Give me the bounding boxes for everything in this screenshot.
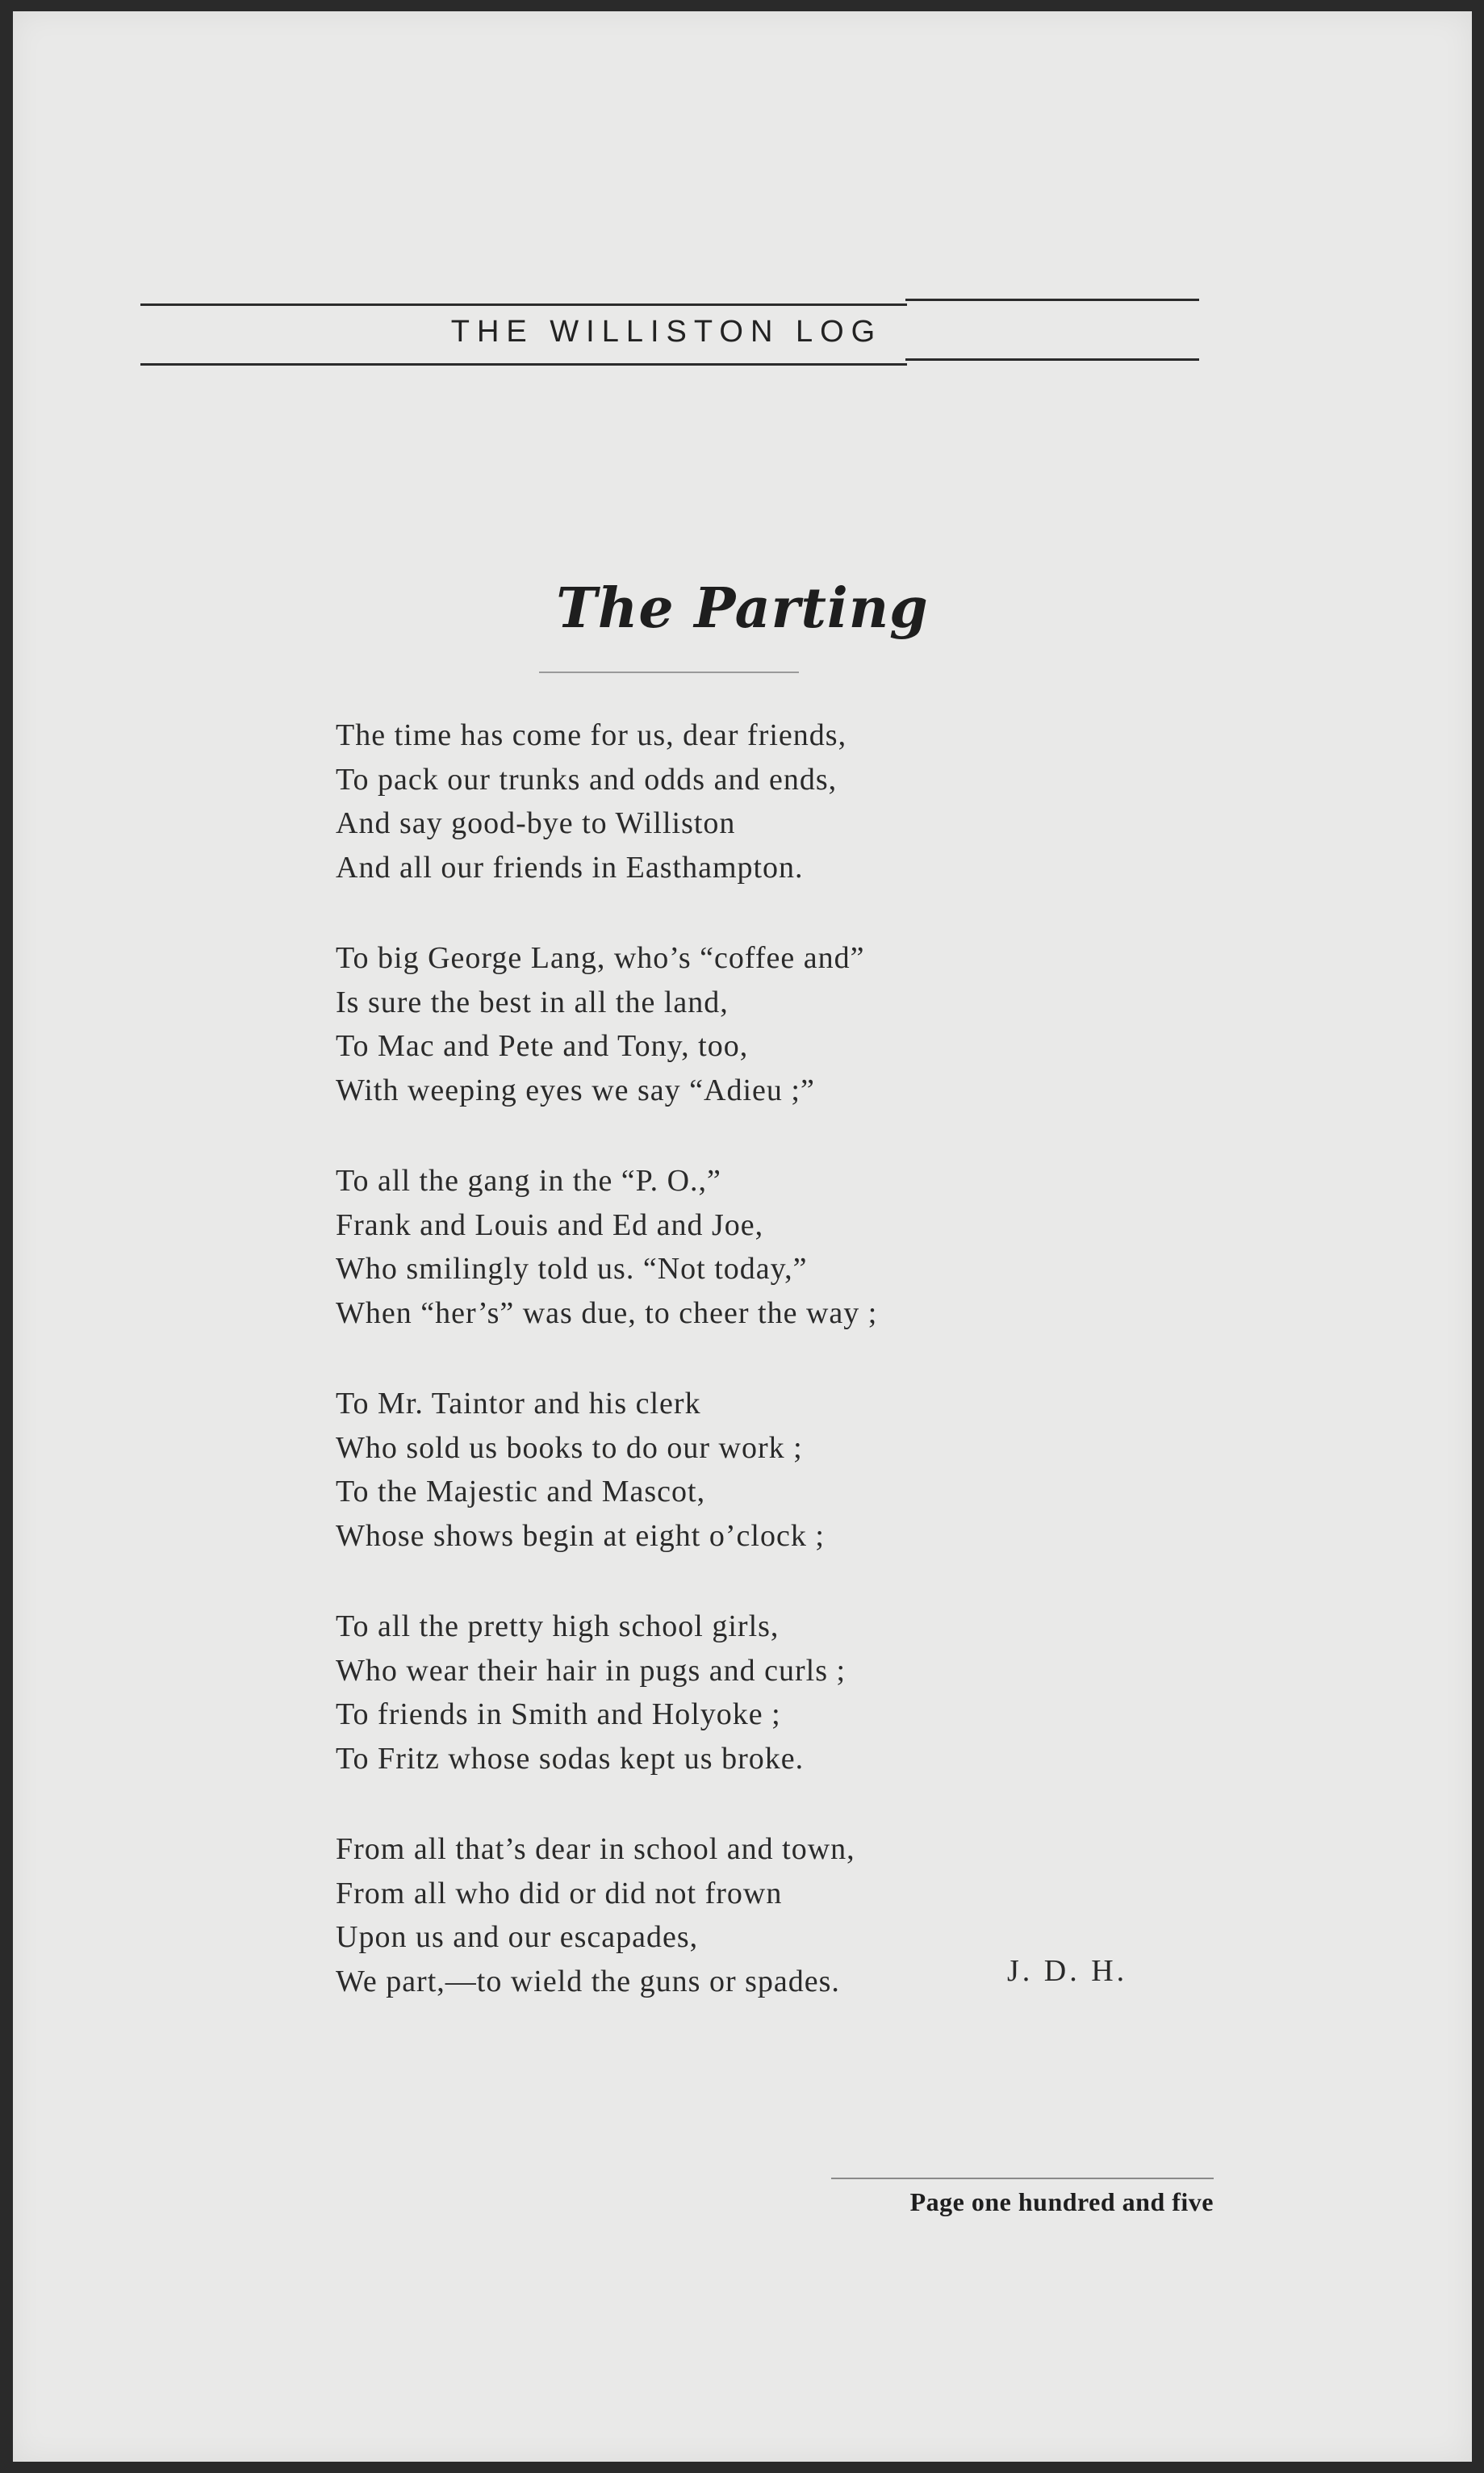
poem-body <box>336 713 1143 2050</box>
header-rule-top <box>140 303 907 306</box>
poem-line: Upon us and our escapades, <box>336 1920 699 1954</box>
poem-line: Whose shows begin at eight o’clock ; <box>336 1518 825 1553</box>
poem-line: Is sure the best in all the land, <box>336 985 729 1019</box>
poem-line: And say good-bye to Williston <box>336 806 736 840</box>
poem-line: The time has come for us, dear friends, <box>336 718 847 752</box>
poem-title: The Parting <box>556 576 929 641</box>
running-header <box>126 286 1207 366</box>
author-initials: J. D. H. <box>1007 1954 1128 1988</box>
header-rule-bottom <box>140 363 907 366</box>
poem-line: From all who did or did not frown <box>336 1876 783 1910</box>
poem-line: We part,—to wield the guns or spades. <box>336 1964 840 1998</box>
poem-line: Who wear their hair in pugs and curls ; <box>336 1653 847 1688</box>
poem-line: Who sold us books to do our work ; <box>336 1430 803 1465</box>
poem-line: To Fritz whose sodas kept us broke. <box>336 1741 805 1776</box>
poem-line: To big George Lang, who’s “coffee and” <box>336 941 865 975</box>
poem-line: To Mr. Taintor and his clerk <box>336 1387 701 1421</box>
publication-title: THE WILLISTON LOG <box>450 315 883 349</box>
poem-line: Who smilingly told us. “Not today,” <box>336 1252 808 1286</box>
poem-line: To pack our trunks and odds and ends, <box>336 762 838 797</box>
poem-line: When “her’s” was due, to cheer the way ; <box>336 1295 878 1330</box>
poem-line: To the Majestic and Mascot, <box>336 1475 706 1508</box>
page-number: Page one hundred and five <box>909 2187 1214 2216</box>
poem-line: To friends in Smith and Holyoke ; <box>336 1697 781 1731</box>
header-rule-top-right <box>905 299 1199 301</box>
stanza <box>336 1382 1143 1558</box>
stanza <box>336 936 1143 1112</box>
poem-line: To Mac and Pete and Tony, too, <box>336 1029 749 1063</box>
stanza <box>336 713 1143 889</box>
poem-line: From all that’s dear in school and town, <box>336 1832 855 1866</box>
poem-line: Frank and Louis and Ed and Joe, <box>336 1207 764 1242</box>
document-page <box>13 11 1472 2462</box>
poem-line: And all our friends in Easthampton. <box>336 850 804 885</box>
poem-line: To all the pretty high school girls, <box>336 1609 780 1643</box>
stanza <box>336 1605 1143 1780</box>
title-divider <box>539 672 799 673</box>
header-rule-bottom-right <box>905 358 1199 361</box>
poem-line: To all the gang in the “P. O.,” <box>336 1164 721 1198</box>
footer-divider <box>831 2178 1214 2179</box>
stanza <box>336 1159 1143 1335</box>
poem-line: With weeping eyes we say “Adieu ;” <box>336 1073 815 1107</box>
